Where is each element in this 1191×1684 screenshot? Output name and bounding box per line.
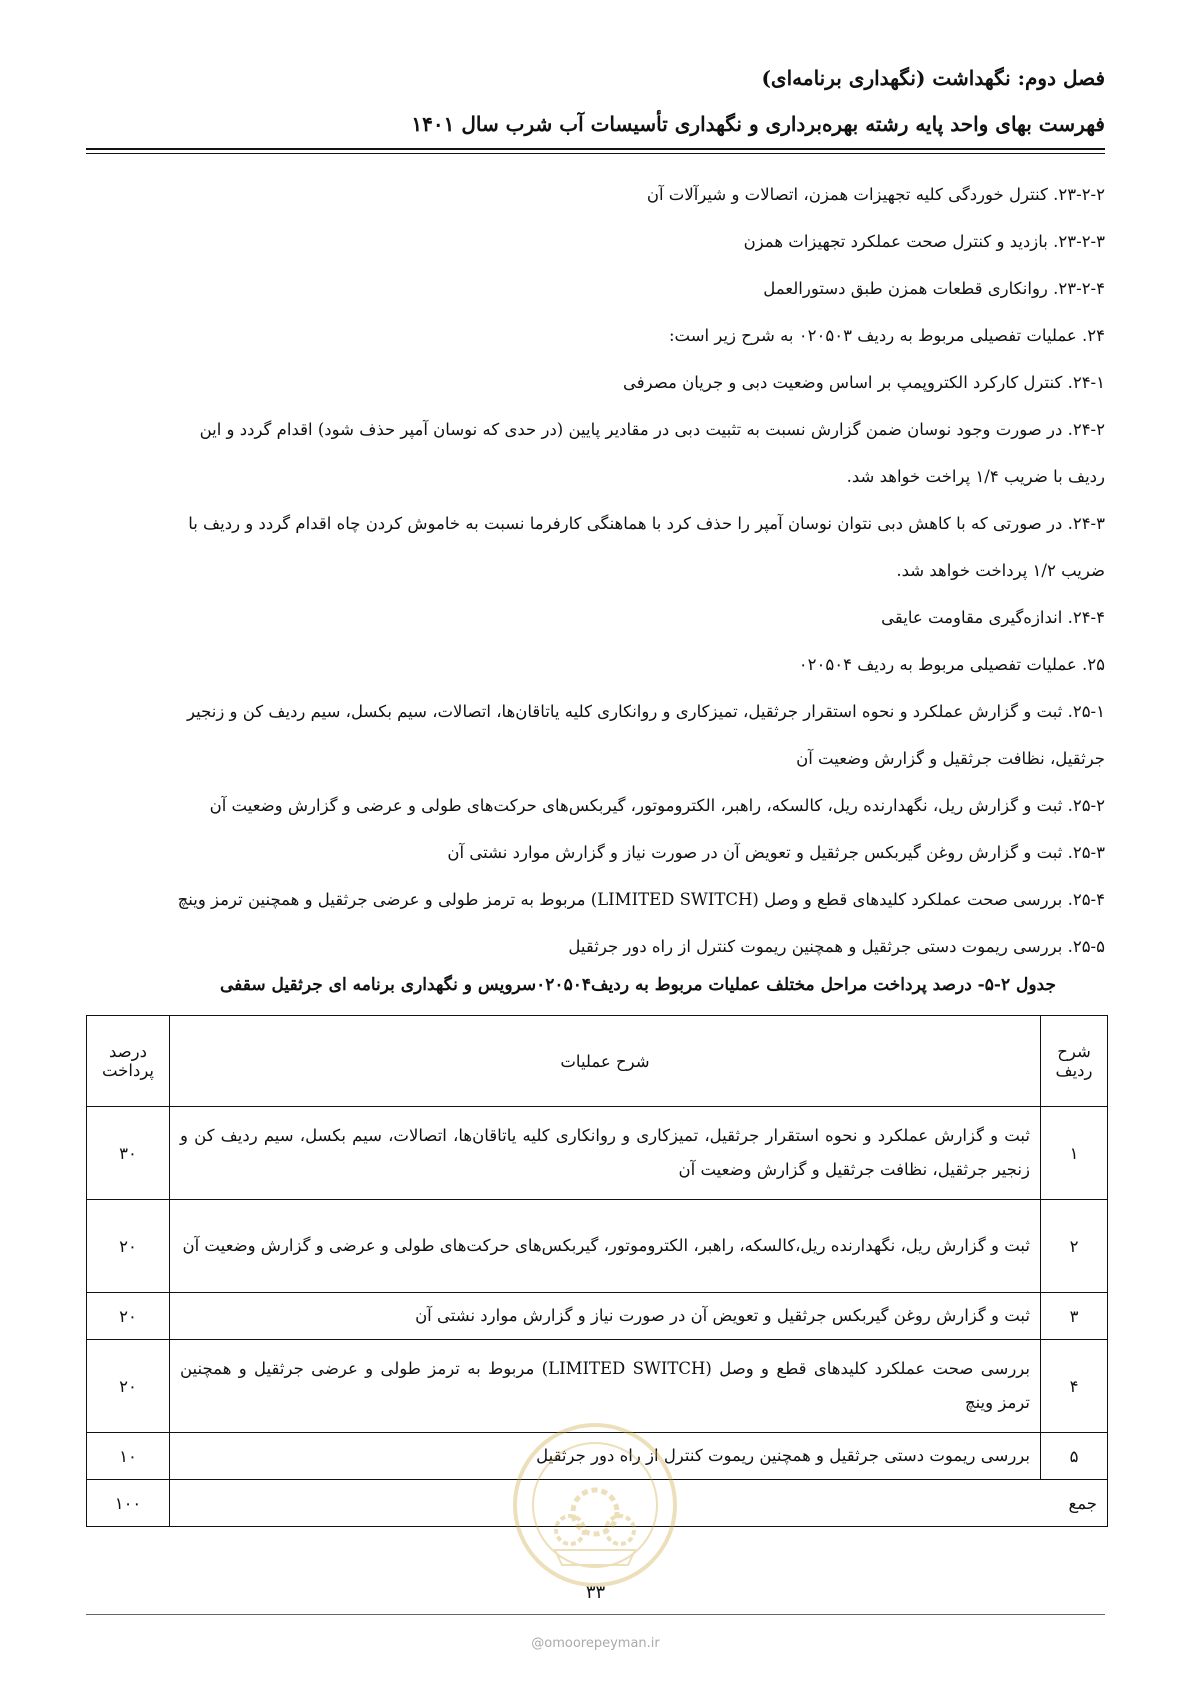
- table-row: [87, 1107, 1108, 1200]
- text-line: ۲۳-۲-۴. روانکاری قطعات همزن طبق دستورالعمل: [763, 279, 1105, 298]
- watermark-seal-icon: [510, 1420, 680, 1590]
- row-percent: ۲۰: [87, 1293, 170, 1340]
- text-line: ۲۳-۲-۳. بازدید و کنترل صحت عملکرد تجهیزات همزن: [743, 232, 1105, 251]
- row-description: بررسی ریموت دستی جرثقیل و همچنین ریموت کنترل از راه دور جرثقیل: [170, 1433, 1041, 1480]
- sum-label: جمع: [170, 1480, 1108, 1527]
- body-text: [86, 180, 1105, 979]
- table-row: [87, 1200, 1108, 1293]
- table-caption: جدول ۲-۵- درصد پرداخت مراحل مختلف عملیات مربوط به ردیف۰۲۰۵۰۴سرویس و نگهداری برنامه ای جرثقیل سقفی: [219, 975, 1056, 995]
- row-number: ۱: [1041, 1107, 1108, 1200]
- row-percent: ۱۰: [87, 1433, 170, 1480]
- table-row: [87, 1293, 1108, 1340]
- header-percent-line1: درصد: [109, 1042, 147, 1061]
- row-description: بررسی صحت عملکرد کلیدهای قطع و وصل (LIMITED SWITCH) مربوط به ترمز طولی و عرضی جرثقیل و همچنین ترمز وینچ: [170, 1340, 1041, 1433]
- footer-rule: [86, 1614, 1105, 1615]
- row-percent: ۳۰: [87, 1107, 170, 1200]
- header-percent-line2: پرداخت: [101, 1061, 155, 1080]
- page-number: ۳۳: [585, 1582, 606, 1603]
- text-line: ۲۵-۵. بررسی ریموت دستی جرثقیل و همچنین ریموت کنترل از راه دور جرثقیل: [568, 937, 1105, 956]
- paragraph-24-3-line1: ۲۴-۳. در صورتی که با کاهش دبی نتوان نوسان آمپر را حذف کرد با هماهنگی کارفرما نسبت به خاموش کردن چاه اقدام گردد و ردیف با: [188, 514, 1105, 533]
- header-row-number-line1: شرح: [1057, 1042, 1091, 1061]
- row-number: ۵: [1041, 1433, 1108, 1480]
- chapter-title: فصل دوم: نگهداشت (نگهداری برنامه‌ای): [761, 66, 1105, 90]
- text-line: ۲۵-۲. ثبت و گزارش ریل، نگهدارنده ریل، کالسکه، راهبر، الکتروموتور، گیربکس‌های حرکت‌های طولی و عرضی و گزارش وضعیت آن: [209, 796, 1105, 815]
- row-percent: ۲۰: [87, 1200, 170, 1293]
- table-row: [87, 1340, 1108, 1433]
- text-line: ۲۴-۱. کنترل کارکرد الکتروپمپ بر اساس وضعیت دبی و جریان مصرفی: [622, 373, 1105, 392]
- site-watermark: @omoorepeyman.ir: [531, 1636, 660, 1651]
- text-line: ۲۵-۴. بررسی صحت عملکرد کلیدهای قطع و وصل (LIMITED SWITCH) مربوط به ترمز طولی و عرضی جرثقیل و همچنین ترمز وینچ: [177, 890, 1105, 909]
- paragraph-25-1-line1: ۲۵-۱. ثبت و گزارش عملکرد و نحوه استقرار جرثقیل، تمیزکاری و روانکاری کلیه یاتاقان‌ها، اتصالات، سیم بکسل، سیم ردیف کن و زنجیر: [187, 702, 1105, 721]
- row-description: ثبت و گزارش عملکرد و نحوه استقرار جرثقیل، تمیزکاری و روانکاری کلیه یاتاقان‌ها، اتصالات، سیم بکسل، سیم ردیف کن و زنجیر جرثقیل، نظافت جرثقیل و گزارش وضعیت آن: [170, 1107, 1041, 1200]
- text-line: ۲۵-۳. ثبت و گزارش روغن گیربکس جرثقیل و تعویض آن در صورت نیاز و گزارش موارد نشتی آن: [447, 843, 1105, 862]
- header-percent: [87, 1016, 170, 1107]
- row-description: ثبت و گزارش ریل، نگهدارنده ریل،کالسکه، راهبر، الکتروموتور، گیربکس‌های حرکت‌های طولی و عرضی و گزارش وضعیت آن: [170, 1200, 1041, 1293]
- header-row-number-line2: ردیف: [1055, 1061, 1093, 1080]
- document-title: فهرست بهای واحد پایه رشته بهره‌برداری و نگهداری تأسیسات آب شرب سال ۱۴۰۱: [411, 112, 1105, 136]
- text-line: ۲۵. عملیات تفصیلی مربوط به ردیف ۰۲۰۵۰۴: [798, 655, 1105, 674]
- text-line: ۲۴-۴. اندازه‌گیری مقاومت عایقی: [881, 608, 1105, 627]
- row-number: ۴: [1041, 1340, 1108, 1433]
- paragraph-25-1-line2: جرثقیل، نظافت جرثقیل و گزارش وضعیت آن: [796, 749, 1105, 768]
- paragraph-24-2-line1: ۲۴-۲. در صورت وجود نوسان ضمن گزارش نسبت به تثبیت دبی در مقادیر پایین (در حدی که نوسان آمپر حذف شود) اقدام گردد و این: [199, 420, 1105, 439]
- table-header-row: [87, 1016, 1108, 1107]
- row-number: ۳: [1041, 1293, 1108, 1340]
- paragraph-24-3-line2: ضریب ۱/۲ پرداخت خواهد شد.: [896, 561, 1105, 580]
- paragraph-24-2-line2: ردیف با ضریب ۱/۴ پراخت خواهد شد.: [846, 467, 1105, 486]
- sum-value: ۱۰۰: [87, 1480, 170, 1527]
- header-row-number: [1041, 1016, 1108, 1107]
- row-description: ثبت و گزارش روغن گیربکس جرثقیل و تعویض آن در صورت نیاز و گزارش موارد نشتی آن: [170, 1293, 1041, 1340]
- header-description: شرح عملیات: [170, 1016, 1041, 1107]
- header-rule-thin: [86, 153, 1105, 154]
- text-line: ۲۴. عملیات تفصیلی مربوط به ردیف ۰۲۰۵۰۳ به شرح زیر است:: [668, 326, 1105, 345]
- header-rule-thick: [86, 148, 1105, 150]
- row-number: ۲: [1041, 1200, 1108, 1293]
- text-line: ۲۳-۲-۲. کنترل خوردگی کلیه تجهیزات همزن، اتصالات و شیرآلات آن: [646, 185, 1105, 204]
- row-percent: ۲۰: [87, 1340, 170, 1433]
